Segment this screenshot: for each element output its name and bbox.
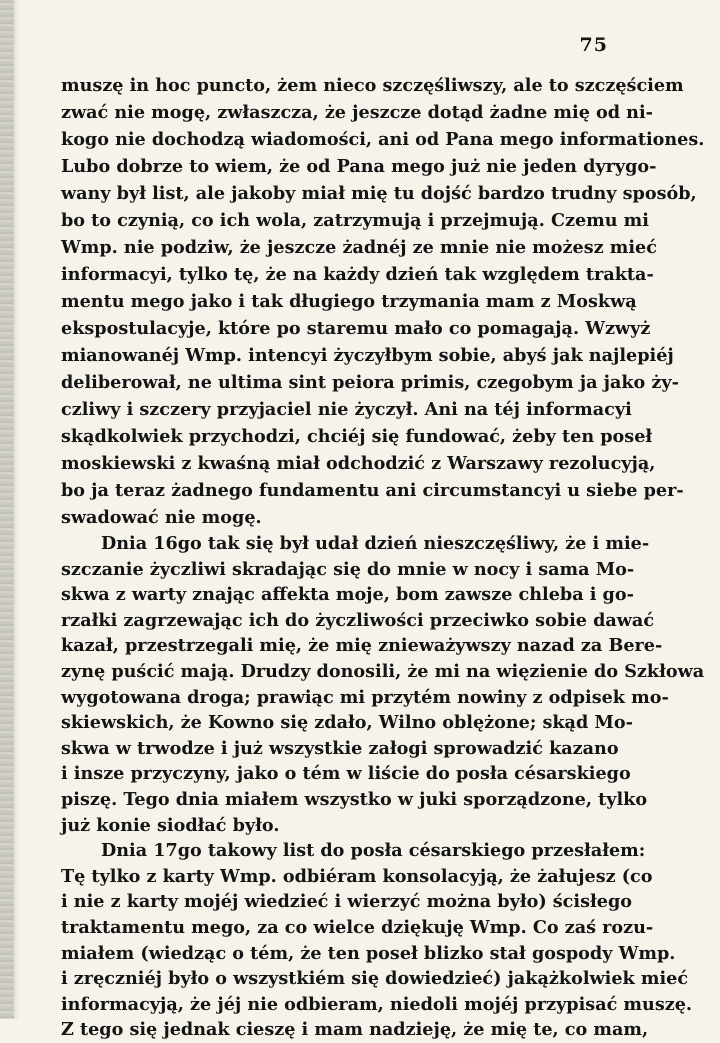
text-line: muszę in hoc puncto, żem nieco szczęśliwszy, ale to szczęściem <box>61 75 684 96</box>
text-line: kazał, przestrzegali mię, że mię znieważywszy nazad za Bere- <box>61 635 663 657</box>
text-line: mianowanéj Wmp. intencyi życzyłbym sobie, abyś jak najlepiéj <box>61 345 674 366</box>
text-line: zynę puścić mają. Drudzy donosili, że mi na więzienie do Szkłowa <box>61 660 705 682</box>
text-line: czliwy i szczery przyjaciel nie życzył. Ani na téj informacyi <box>61 399 632 420</box>
text-line: deliberował, ne ultima sint peiora primis, czegobym ja jako ży- <box>61 372 679 393</box>
text-line: i zręczniéj było o wszystkiém się dowiedzieć) jakążkolwiek mieć <box>61 968 689 990</box>
text-line: już konie siodłać było. <box>61 814 280 836</box>
text-line: Wmp. nie podziw, że jeszcze żadnéj ze mnie nie możesz mieć <box>61 237 657 258</box>
text-line: ekspostulacyje, które po staremu mało co pomagają. Wzwyż <box>61 318 651 339</box>
page-number: 75 <box>579 34 608 56</box>
text-line: skwa z warty znając affekta moje, bom zawsze chleba i go- <box>61 584 634 606</box>
body-text <box>61 72 705 1043</box>
text-line: bo to czynią, co ich wola, zatrzymują i przejmują. Czemu mi <box>61 210 649 231</box>
text-line: Tę tylko z karty Wmp. odbiéram konsolacyją, że żałujesz (co <box>61 865 653 887</box>
text-line: informacyi, tylko tę, że na każdy dzień tak względem trakta- <box>61 264 654 285</box>
text-line: informacyją, że jéj nie odbieram, niedoli mojéj przypisać muszę. <box>61 993 693 1015</box>
text-line: skwa w trwodze i już wszystkie załogi sprowadzić kazano <box>61 737 619 759</box>
text-line: wany był list, ale jakoby miał mię tu dojść bardzo trudny sposób, <box>61 183 697 204</box>
text-line: kogo nie dochodzą wiadomości, ani od Pana mego informationes. <box>61 129 705 150</box>
text-line: skądkolwiek przychodzi, chciéj się fundować, żeby ten poseł <box>61 426 653 447</box>
text-line: Z tego się jednak cieszę i mam nadzieję, że mię te, co mam, <box>61 1019 649 1041</box>
text-line: rzałki zagrzewając ich do życzliwości przeciwko sobie dawać <box>61 609 655 631</box>
scan-gutter <box>0 0 14 1019</box>
text-line: traktamentu mego, za co wielce dziękuję Wmp. Co zaś rozu- <box>61 916 654 938</box>
text-line: szczanie życzliwi skradając się do mnie w nocy i sama Mo- <box>61 558 635 580</box>
text-line: swadować nie mogę. <box>61 507 262 528</box>
text-line: moskiewski z kwaśną miał odchodzić z Warszawy rezolucyją, <box>61 453 656 474</box>
text-line: bo ja teraz żadnego fundamentu ani circumstancyi u siebe per- <box>61 480 684 501</box>
text-line: wygotowana droga; prawiąc mi przytém nowiny z odpisek mo- <box>61 686 669 708</box>
text-line: Lubo dobrze to wiem, że od Pana mego już nie jeden dyrygo- <box>61 156 657 177</box>
text-line: miałem (wiedząc o tém, że ten poseł blizko stał gospody Wmp. <box>61 942 676 964</box>
text-line: piszę. Tego dnia miałem wszystko w juki sporządzone, tylko <box>61 788 648 810</box>
text-line: skiewskich, że Kowno się zdało, Wilno oblężone; skąd Mo- <box>61 712 633 734</box>
text-line: Dnia 16go tak się był udał dzień nieszczęśliwy, że i mie- <box>101 533 650 554</box>
text-line: mentu mego jako i tak długiego trzymania mam z Moskwą <box>61 291 637 312</box>
text-line: Dnia 17go takowy list do posła césarskiego przesłałem: <box>101 840 646 862</box>
text-line: i insze przyczyny, jako o tém w liście do posła césarskiego <box>61 763 631 785</box>
text-line: i nie z karty mojéj wiedzieć i wierzyć można było) ścisłego <box>61 891 632 913</box>
text-line: zwać nie mogę, zwłaszcza, że jeszcze dotąd żadne mię od ni- <box>61 102 653 123</box>
